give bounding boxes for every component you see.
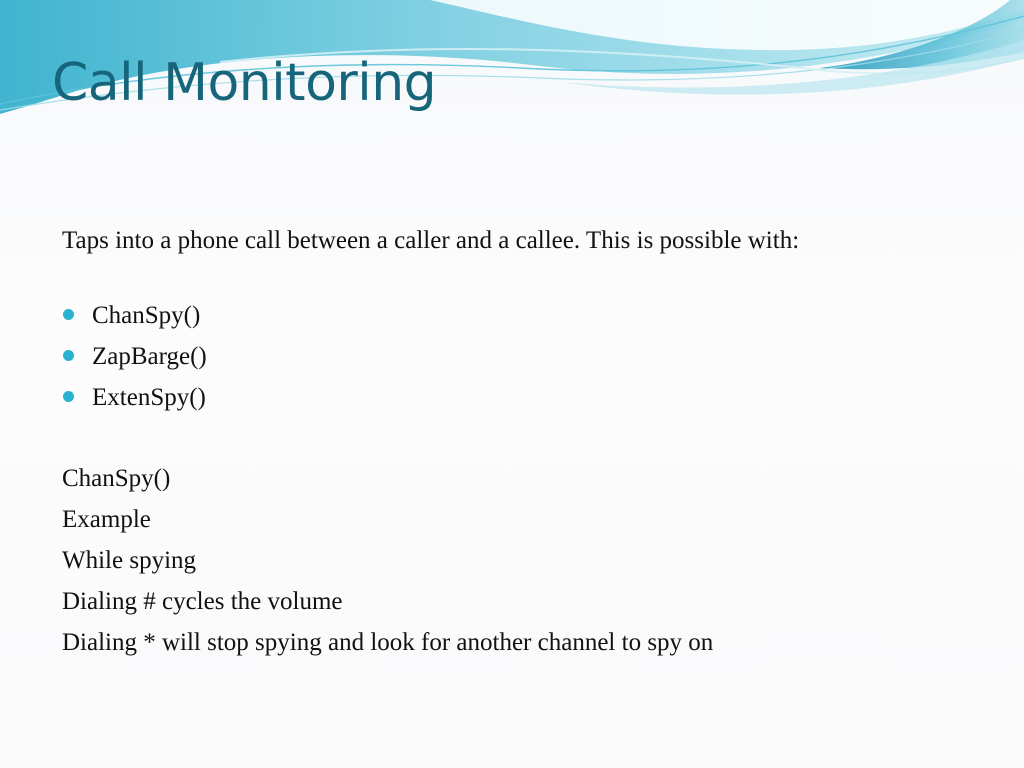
bullet-list bbox=[62, 295, 992, 418]
details-block bbox=[62, 458, 992, 663]
intro-text: Taps into a phone call between a caller and a callee. This is possible with: bbox=[62, 227, 800, 254]
slide-body bbox=[62, 222, 992, 663]
bullet-text: ZapBarge() bbox=[92, 343, 207, 370]
bullet-item bbox=[62, 295, 992, 336]
bullet-text: ExtenSpy() bbox=[92, 384, 206, 411]
detail-line: While spying bbox=[62, 547, 197, 574]
detail-line: Dialing # cycles the volume bbox=[62, 588, 343, 615]
bullet-icon bbox=[63, 391, 74, 402]
bullet-icon bbox=[63, 350, 74, 361]
bullet-item bbox=[62, 336, 992, 377]
bullet-item bbox=[62, 377, 992, 418]
bullet-text: ChanSpy() bbox=[92, 302, 201, 329]
slide-title: Call Monitoring bbox=[52, 53, 437, 113]
detail-line: Example bbox=[62, 506, 151, 533]
detail-line: Dialing * will stop spying and look for another channel to spy on bbox=[62, 629, 714, 656]
detail-line: ChanSpy() bbox=[62, 465, 171, 492]
bullet-icon bbox=[63, 309, 74, 320]
